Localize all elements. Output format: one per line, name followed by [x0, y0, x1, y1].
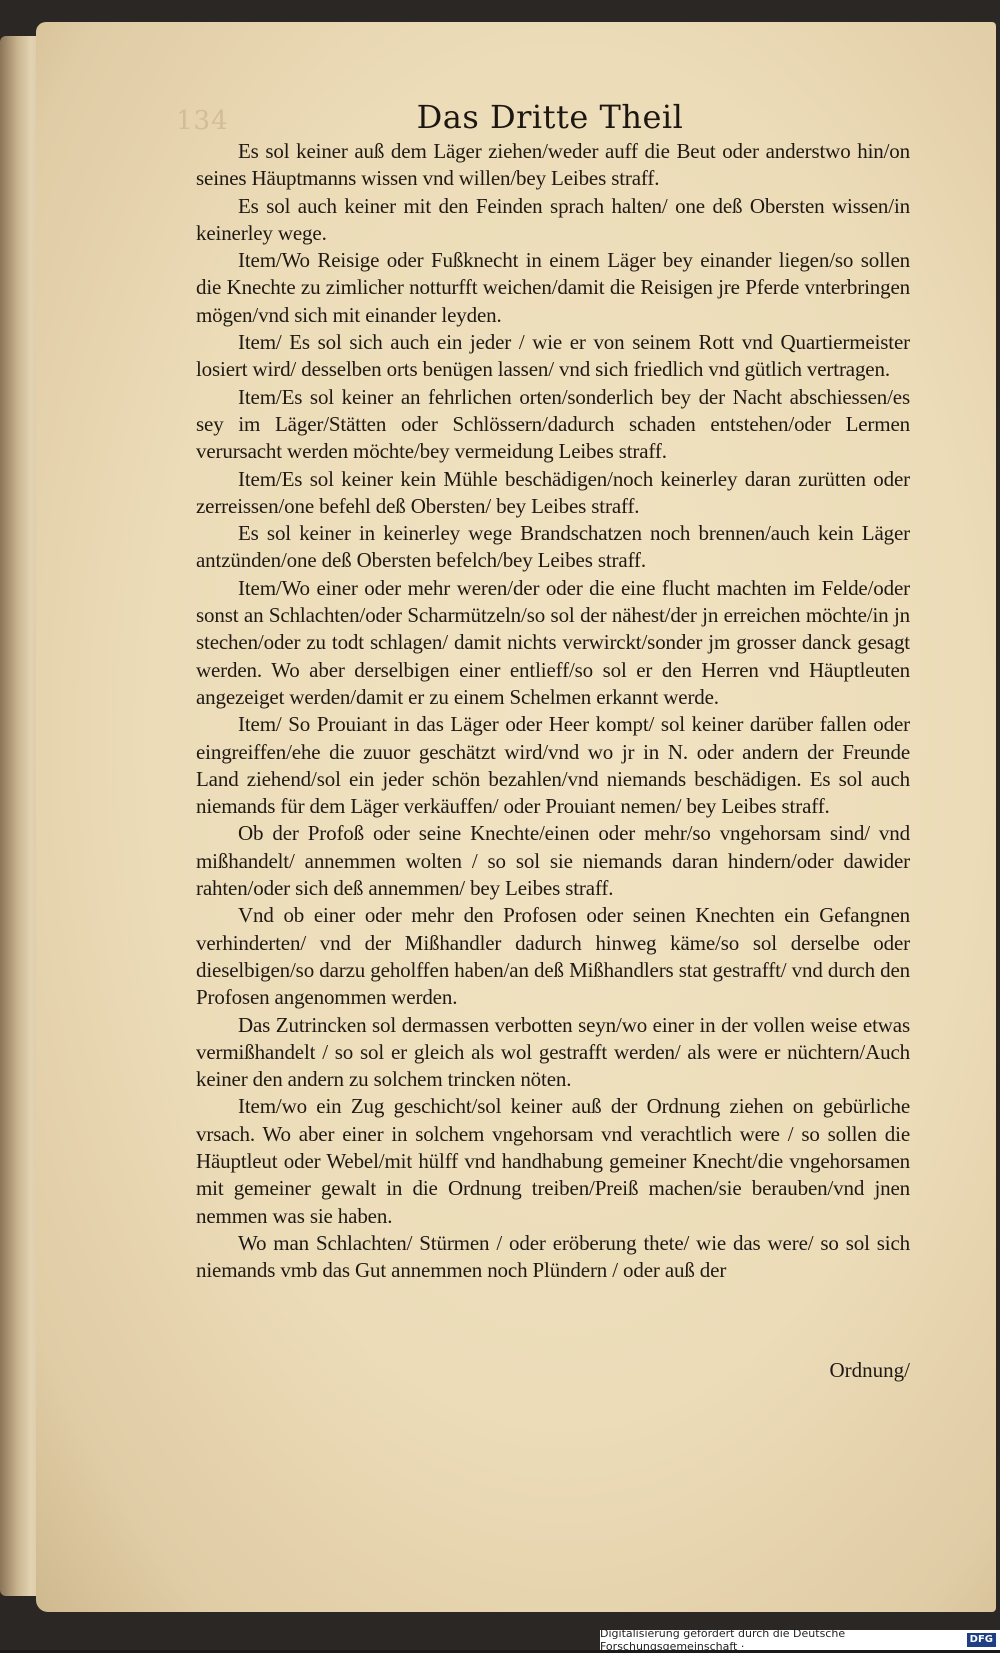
digitization-credit-bar — [600, 1627, 1000, 1653]
dfg-logo: DFG — [967, 1633, 996, 1647]
catchword: Ordnung/ — [829, 1358, 910, 1382]
paragraph: Item/Es sol keiner an fehrlichen orten/sonderlich bey der Nacht abschiessen/es sey im Läger/Stätten oder Schlössern/dadurch schaden entstehen/oder Lermen verursacht werden möchte/bey vermeidung Leibes straff. — [196, 384, 910, 464]
paragraph: Item/ Es sol sich auch ein jeder / wie er von seinem Rott vnd Quartiermeister losiert wird/ desselben orts benügen lassen/ vnd sich friedlich vnd gütlich vertragen. — [196, 330, 910, 382]
paragraph: Item/Wo Reisige oder Fußknecht in einem Läger bey einander liegen/so sollen die Knechte zu zimlicher notturfft weichen/damit die Reisigen jre Pferde vnterbringen mögen/vnd sich mit einander leyden. — [196, 248, 910, 327]
body-text — [196, 138, 910, 1284]
credit-text: Digitalisierung gefördert durch die Deutsche Forschungsgemeinschaft · — [600, 1627, 846, 1653]
paragraph: Das Zutrincken sol dermassen verbotten seyn/wo einer in der vollen weise etwas vermißhandelt / so sol er gleich als wol gestrafft werden/ als were er nüchtern/Auch keiner den andern zu solchem trincken nöten. — [196, 1012, 910, 1092]
folio-number: 134 — [176, 106, 229, 136]
paragraph: Item/wo ein Zug geschicht/sol keiner auß der Ordnung ziehen on gebürliche vrsach. Wo aber einer in solchem vngehorsam vnd verachtlich were / so sollen die Häuptleut oder Webel/mit hülff vnd handhabung gemeiner Knecht/die vngehorsamen mit gemeiner gewalt in die Ordnung treiben/Preiß machen/sie berauben/vnd jnen nemmen was sie haben. — [196, 1094, 910, 1228]
paragraph: Item/ So Prouiant in das Läger oder Heer kompt/ sol keiner darüber fallen oder eingreiffen/ehe die zuuor geschätzt wird/vnd wo jr in N. oder andern der Freunde Land ziehend/sol ein jeder schön bezahlen/vnd niemands beschädigen. Es sol auch niemands für dem Läger verkäuffen/ oder Prouiant nemen/ bey Leibes straff. — [196, 712, 910, 819]
paragraph: Item/Es sol keiner kein Mühle beschädigen/noch keinerley daran zurütten oder zerreissen/one befehl deß Obersten/ bey Leibes straff. — [196, 466, 910, 518]
paragraph: Ob der Profoß oder seine Knechte/einen oder mehr/so vngehorsam sind/ vnd mißhandelt/ annemmen wolten / so sol sie niemands daran hindern/oder dawider rahten/oder sich deß annemmen/ bey Leibes straff. — [196, 821, 910, 901]
paragraph: Es sol keiner auß dem Läger ziehen/weder auff die Beut oder anderstwo hin/on seines Häuptmanns wissen vnd willen/bey Leibes straff. — [196, 139, 910, 191]
paragraph: Es sol auch keiner mit den Feinden sprach halten/ one deß Obersten wissen/in keinerley wege. — [196, 193, 910, 245]
paragraph: Wo man Schlachten/ Stürmen / oder eröberung thete/ wie das were/ so sol sich niemands vmb das Gut annemmen noch Plündern / oder auß der — [196, 1230, 910, 1283]
paragraph: Item/Wo einer oder mehr weren/der oder die eine flucht machten im Felde/oder sonst an Schlachten/oder Scharmützeln/so sol der nähest/der jn erreichen möchte/in jn stechen/oder zu todt schlagen/ damit nichts verwirckt/sonder jm grosser danck gesagt werden. Wo aber derselbigen einer entlieff/so sol er den Herren vnd Häuptleuten angezeiget werden/damit er zu einem Schelmen erkannt werde. — [196, 575, 910, 709]
running-head: Das Dritte Theil — [416, 98, 684, 136]
paragraph: Vnd ob einer oder mehr den Profosen oder seinen Knechten ein Gefangnen verhinderten/ vnd der Mißhandler dadurch hinweg käme/so sol derselbe oder dieselbigen/so darzu geholffen haben/an deß Mißhandlers stat gestrafft/ vnd durch den Profosen angenommen werden. — [196, 903, 910, 1010]
paragraph: Es sol keiner in keinerley wege Brandschatzen noch brennen/auch kein Läger antzünden/one deß Obersten befelch/bey Leibes straff. — [196, 521, 910, 573]
